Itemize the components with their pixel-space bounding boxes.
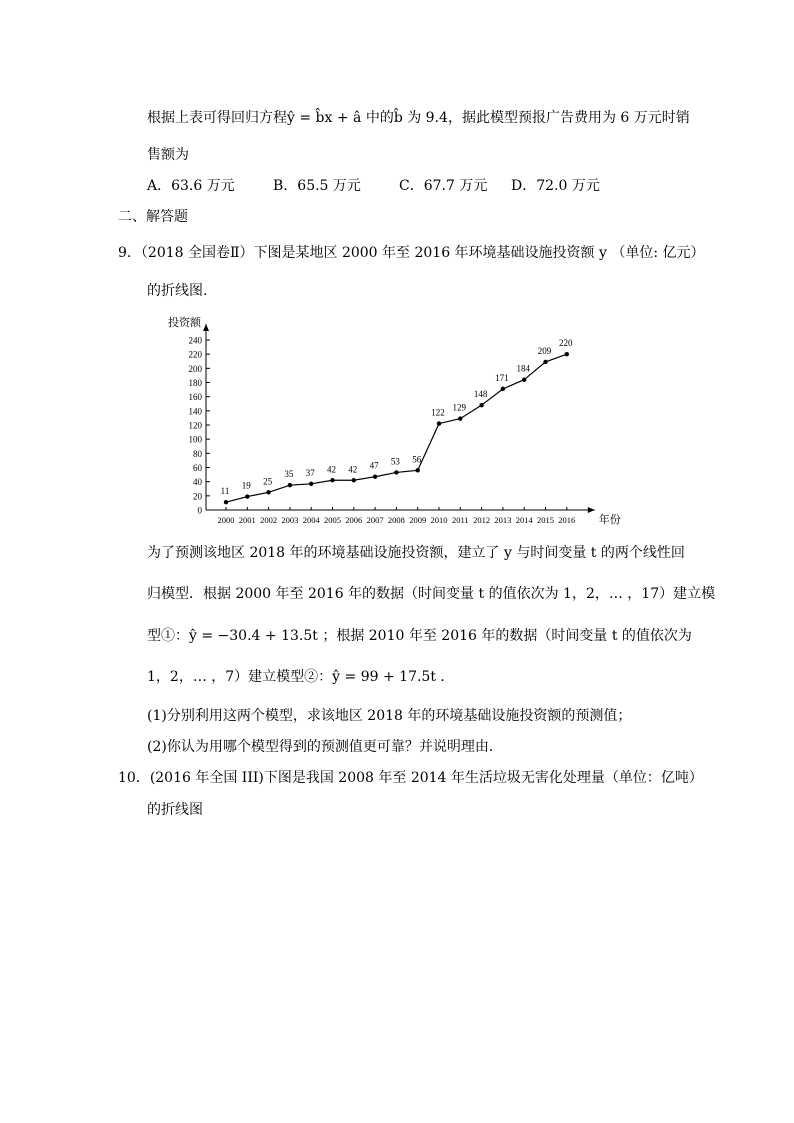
q8-options <box>147 176 600 196</box>
q9-body-line3: 型①：ŷ = −30.4 + 13.5t ；根据 2010 年至 2016 年的数据（时间变量 t 的值依次为 <box>147 628 692 644</box>
y-tick-label: 140 <box>188 406 202 417</box>
q8-stem-line2: 售额为 <box>147 147 189 163</box>
x-tick-label: 2005 <box>324 515 341 525</box>
data-label: 148 <box>473 389 488 400</box>
x-tick-label: 2006 <box>345 515 363 525</box>
x-tick-label: 2001 <box>238 515 256 525</box>
x-tick-label: 2011 <box>451 515 469 525</box>
data-label: 209 <box>537 345 552 356</box>
q9-body-line4: 1，2，… ，7）建立模型②：ŷ = 99 + 17.5t ． <box>147 669 455 685</box>
x-tick-label: 2004 <box>302 515 320 525</box>
data-point <box>437 421 441 425</box>
chart-y-ticks <box>189 336 211 516</box>
data-point <box>330 478 334 482</box>
y-tick-label: 240 <box>188 335 202 346</box>
x-tick-label: 2002 <box>260 515 278 525</box>
data-label: 37 <box>305 467 315 478</box>
q8-stem-line1: 根据上表可得回归方程ŷ = b̂x + â 中的b̂ 为 9.4，据此模型预报广告费用为 6 万元时销 <box>147 110 690 126</box>
x-tick-label: 2014 <box>515 515 533 525</box>
x-tick-label: 2000 <box>217 515 235 525</box>
chart-x-axis-label: 年份 <box>598 514 621 526</box>
data-label: 122 <box>431 407 445 418</box>
q8-option-b: B．65.5 万元 <box>273 178 361 194</box>
x-tick-label: 2009 <box>409 515 427 525</box>
data-point <box>352 478 356 482</box>
y-tick-label: 180 <box>188 378 202 388</box>
q10-line2: 的折线图 <box>147 802 203 818</box>
series-line <box>226 354 567 502</box>
q8-option-d: D．72.0 万元 <box>511 178 600 194</box>
q9-body-line1: 为了预测该地区 2018 年的环境基础设施投资额，建立了 y 与时间变量 t 的两个线性回 <box>147 545 685 561</box>
x-tick-label: 2013 <box>494 515 512 525</box>
x-tick-label: 2012 <box>473 515 491 525</box>
y-axis-arrow <box>203 324 209 331</box>
data-point <box>479 403 483 407</box>
y-tick-label: 0 <box>197 505 202 516</box>
q8-option-c: C．67.7 万元 <box>399 178 488 194</box>
x-tick-label: 2016 <box>558 515 576 525</box>
data-point <box>522 377 526 381</box>
data-point <box>373 475 377 479</box>
q9-line1: 9．（2018 全国卷Ⅱ）下图是某地区 2000 年至 2016 年环境基础设施投资额 y （单位: 亿元） <box>118 245 705 261</box>
section-title: 二、解答题 <box>118 209 188 225</box>
y-tick-label: 220 <box>188 349 202 360</box>
data-point <box>416 468 420 472</box>
q9-body-line2: 归模型．根据 2000 年至 2016 年的数据（时间变量 t 的值依次为 1，2，… ，17）建立模 <box>147 586 716 602</box>
x-tick-label: 2015 <box>537 515 554 525</box>
data-label: 184 <box>516 363 530 374</box>
x-tick-label: 2003 <box>281 515 299 525</box>
q9-sub2: (2)你认为用哪个模型得到的预测值更可靠？并说明理由． <box>147 739 503 755</box>
data-point <box>288 483 292 487</box>
data-label: 11 <box>220 486 230 497</box>
y-tick-label: 80 <box>193 448 202 459</box>
data-label: 47 <box>369 460 379 471</box>
data-point <box>501 387 505 391</box>
y-tick-label: 40 <box>193 477 202 488</box>
data-label: 171 <box>495 372 509 383</box>
y-tick-label: 20 <box>193 491 202 502</box>
y-tick-label: 100 <box>188 434 202 445</box>
chart-series <box>224 352 569 504</box>
y-tick-label: 60 <box>193 463 202 473</box>
q8-option-a: A．63.6 万元 <box>147 178 235 194</box>
data-label: 42 <box>327 464 336 475</box>
data-label: 35 <box>284 469 294 480</box>
data-label: 42 <box>348 464 358 475</box>
data-point <box>309 482 313 486</box>
data-label: 220 <box>559 338 573 349</box>
data-label: 25 <box>263 476 273 487</box>
data-point <box>245 494 249 498</box>
data-label: 129 <box>452 402 467 413</box>
data-point <box>458 416 462 420</box>
data-point <box>224 500 228 504</box>
chart-y-axis-label: 投资额 <box>168 317 201 329</box>
data-label: 53 <box>390 456 400 467</box>
y-tick-label: 200 <box>188 363 202 374</box>
data-point <box>266 490 270 494</box>
data-point <box>543 360 547 364</box>
x-axis-arrow <box>588 507 595 513</box>
data-label: 19 <box>241 480 251 491</box>
x-tick-label: 2008 <box>387 515 405 525</box>
y-tick-label: 120 <box>188 420 202 431</box>
chart-axes <box>203 324 595 513</box>
x-tick-label: 2010 <box>430 515 448 525</box>
q9-sub1: (1)分别利用这两个模型，求该地区 2018 年的环境基础设施投资额的预测值； <box>147 708 632 724</box>
data-label: 56 <box>412 454 422 465</box>
data-point <box>394 470 398 474</box>
y-tick-label: 160 <box>188 392 202 403</box>
x-tick-label: 2007 <box>366 515 384 525</box>
q9-line2: 的折线图. <box>147 283 208 299</box>
data-point <box>565 352 569 356</box>
q10-line1: 10．(2016 年全国 III)下图是我国 2008 年至 2014 年生活垃圾无害化处理量（单位：亿吨） <box>118 770 703 786</box>
investment-line-chart <box>150 312 640 530</box>
